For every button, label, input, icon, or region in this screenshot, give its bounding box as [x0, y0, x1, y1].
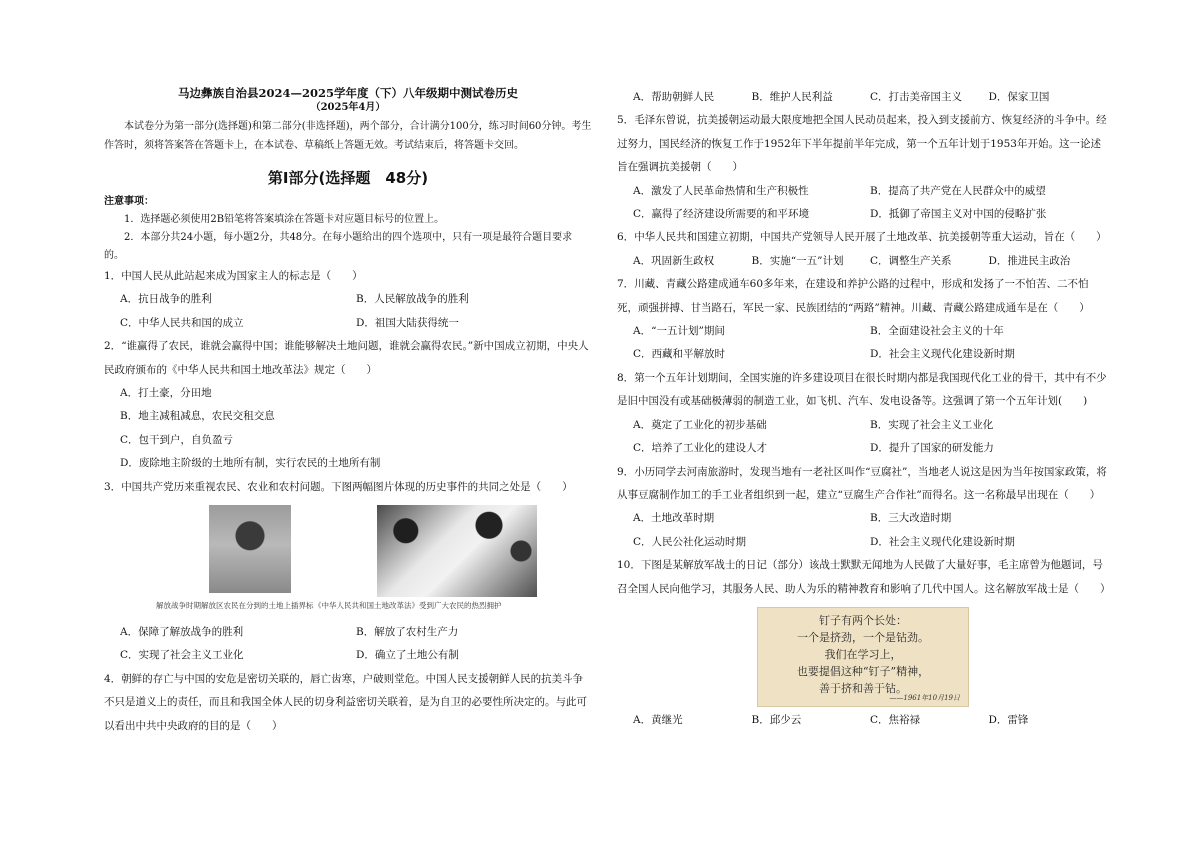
- question-5: [617, 109, 1107, 179]
- right-column: [617, 86, 1111, 732]
- left-column: [104, 86, 592, 738]
- option-a: A．巩固新生政权: [633, 254, 715, 267]
- option-b: B．邱少云: [751, 713, 802, 726]
- option-c: C．调整生产关系: [870, 254, 952, 267]
- question-stem: 毛泽东曾说，抗美援朝运动最大限度地把全国人民动员起来，投入到支援前方、恢复经济的斗争中。经过努力，国民经济的恢复工作于1952年下半年提前半年完成，第一个五年计划于1953年开始。这一论述旨在强调抗美援朝（ ）: [617, 114, 1107, 174]
- option-d: D．社会主义现代化建设新时期: [870, 535, 1015, 548]
- option-a: A．保障了解放战争的胜利: [120, 626, 244, 639]
- notice-item: 1．选择题必须使用2B铅笔将答案填涂在答题卡对应题目标号的位置上。: [124, 214, 445, 225]
- option-c: C．人民公社化运动时期: [633, 535, 747, 548]
- question-number: 10．: [617, 559, 641, 572]
- part1-title: 第Ⅰ部分(选择题 48分): [267, 169, 429, 187]
- option-d: D．保家卫国: [988, 91, 1050, 103]
- diary-excerpt-image: [757, 607, 969, 707]
- option-c: C．西藏和平解放时: [633, 348, 726, 361]
- question-stem: “谁赢得了农民，谁就会赢得中国；谁能够解决土地问题，谁就会赢得农民。”新中国成立初期，中央人民政府颁布的《中华人民共和国土地改革法》规定（ ）: [104, 340, 589, 376]
- option-d: D．抵御了帝国主义对中国的侵略扩张: [870, 208, 1047, 221]
- option-a: A．奠定了工业化的初步基础: [633, 418, 767, 431]
- option-d: D．废除地主阶级的土地所有制，实行农民的土地所有制: [120, 457, 381, 470]
- question-number: 2．: [104, 340, 122, 353]
- question-number: 8．: [617, 371, 635, 384]
- question-3-options: [104, 621, 592, 668]
- photo-caption: 《中华人民共和国土地改革法》受到广大农民的热烈拥护: [314, 601, 502, 611]
- option-b: B．三大改造时期: [870, 512, 952, 525]
- option-b: B．解放了农村生产力: [356, 626, 459, 639]
- question-2: [104, 335, 592, 382]
- option-c: C．中华人民共和国的成立: [120, 316, 244, 329]
- option-b: B．实施“一五”计划: [751, 254, 844, 267]
- question-8: [617, 367, 1107, 414]
- option-d: D．推进民主政治: [988, 254, 1071, 267]
- option-d: D．社会主义现代化建设新时期: [870, 348, 1015, 361]
- question-7-options: [617, 320, 1107, 367]
- diary-line: 一个是挤劲，一个是钻劲。: [797, 630, 929, 644]
- question-number: 7．: [617, 278, 635, 291]
- question-number: 4．: [104, 672, 122, 685]
- notice-heading: 注意事项：: [104, 196, 154, 207]
- option-c: C．培养了工业化的建设人才: [633, 442, 768, 455]
- option-b: B．地主减租减息，农民交租交息: [120, 410, 275, 423]
- exam-intro: 本试卷分为第一部分(选择题)和第二部分(非选择题)，两个部分，合计满分100分，练习时间60分钟。考生作答时，须将答案答在答题卡上，在本试卷、草稿纸上答题无效。考试结束后，将答题卡交回。: [104, 121, 592, 151]
- option-d: D．雷锋: [988, 713, 1029, 726]
- question-stem: 第一个五年计划期间，全国实施的许多建设项目在很长时期内都是我国现代化工业的骨干，其中有不少是旧中国没有或基础极薄弱的制造工业，如飞机、汽车、发电设备等。这强调了第一个五年计划( ): [617, 371, 1107, 408]
- option-a: A．激发了人民革命热情和生产积极性: [633, 184, 809, 197]
- option-a: A．土地改革时期: [633, 512, 715, 525]
- diary-line: 善于挤和善于钻。: [819, 681, 907, 695]
- question-10-options: [617, 709, 1107, 732]
- question-stem: 川藏、青藏公路建成通车60多年来，在建设和养护公路的过程中，形成和发扬了一不怕苦、二不怕死，顽强拼搏、甘当路石，军民一家、民族团结的“两路”精神。川藏、青藏公路建成通车是在（ ）: [617, 278, 1090, 314]
- question-stem: 中华人民共和国建立初期，中国共产党领导人民开展了土地改革、抗美援朝等重大运动，旨在（ ）: [634, 231, 1107, 244]
- question-3-images: [104, 503, 592, 621]
- option-a: A．“一五计划”期间: [633, 325, 725, 338]
- question-number: 6．: [617, 231, 635, 244]
- question-stem: 中国共产党历来重视农民、农业和农村问题。下图两幅图片体现的历史事件的共同之处是（ ）: [121, 480, 573, 493]
- question-1: [104, 265, 592, 288]
- option-a: A．打土豪，分田地: [120, 387, 212, 400]
- question-3: [104, 476, 592, 499]
- question-number: 9．: [617, 465, 635, 478]
- option-a: A．黄继光: [633, 713, 683, 726]
- question-9: [617, 461, 1107, 508]
- question-6: [617, 226, 1107, 249]
- question-number: 5．: [617, 114, 635, 127]
- question-stem: 朝鲜的存亡与中国的安危是密切关联的，唇亡齿寒，户破则堂危。中国人民支援朝鲜人民的抗美斗争不只是道义上的责任，而且和我国全体人民的切身利益密切关联着，是为自卫的必要性所决定的。与此可以看出中共中央政府的目的是（ ）: [104, 672, 587, 732]
- question-stem: 中国人民从此站起来成为国家主人的标志是（ ）: [121, 270, 363, 282]
- farmer-boundary-photo: [209, 505, 291, 593]
- diary-line: 也要提倡这种“钉子”精神，: [796, 664, 930, 678]
- option-d: D．提升了国家的研发能力: [870, 442, 994, 455]
- option-c: C．焦裕禄: [870, 713, 921, 726]
- option-c: C．赢得了经济建设所需要的和平环境: [633, 208, 810, 221]
- option-b: B．人民解放战争的胜利: [356, 293, 469, 306]
- option-c: C．打击美帝国主义: [870, 91, 963, 103]
- option-b: B．提高了共产党在人民群众中的威望: [870, 184, 1046, 197]
- exam-title: 马边彝族自治县2024—2025学年度（下）八年级期中测试卷历史: [177, 86, 518, 100]
- question-number: 1．: [104, 270, 122, 282]
- question-stem: 小历同学去河南旅游时，发现当地有一老社区叫作“豆腐社”，当地老人说这是因为当年按国家政策，将从事豆腐制作加工的手工业者组织到一起，建立“豆腐生产合作社”而得名。这一名称最早出现在（ ）: [617, 465, 1107, 501]
- option-d: D．祖国大陆获得统一: [356, 316, 459, 329]
- land-reform-law-photo: [377, 505, 537, 597]
- question-5-options: [617, 180, 1107, 227]
- question-7: [617, 273, 1107, 320]
- question-1-options: [104, 288, 592, 335]
- option-d: D．确立了土地公有制: [356, 649, 459, 662]
- exam-date: （2025年4月）: [310, 102, 386, 113]
- question-8-options: [617, 414, 1107, 461]
- option-c: C．包干到户，自负盈亏: [120, 433, 234, 446]
- question-6-options: [617, 250, 1107, 273]
- question-10: [617, 554, 1111, 601]
- option-a: A．抗日战争的胜利: [120, 293, 212, 306]
- diary-line: 钉子有两个长处：: [819, 613, 907, 627]
- option-b: B．维护人民利益: [751, 91, 833, 103]
- option-a: A．帮助朝鲜人民: [633, 91, 715, 103]
- notice-item: 2．本部分共24小题，每小题2分，共48分。在每小题给出的四个选项中，只有一项是最符合题目要求的。: [104, 232, 573, 261]
- question-4-options: [617, 86, 1107, 109]
- diary-date: ——1961年10月19日: [889, 693, 960, 702]
- question-9-options: [617, 507, 1107, 554]
- diary-line: 我们在学习上，: [824, 647, 902, 661]
- option-b: B．全面建设社会主义的十年: [870, 325, 1004, 338]
- question-number: 3．: [104, 480, 122, 493]
- question-4: [104, 668, 592, 738]
- question-stem: 下图是某解放军战士的日记（部分）该战士默默无闻地为人民做了大量好事，毛主席曾为他题词，号召全国人民向他学习，其服务人民、助人为乐的精神教育和影响了几代中国人。这名解放军战士是（ ）: [617, 559, 1111, 595]
- photo-caption: 解放战争时期解放区农民在分到的土地上插界标: [156, 601, 314, 611]
- option-c: C．实现了社会主义工业化: [120, 649, 244, 662]
- option-b: B．实现了社会主义工业化: [870, 418, 994, 431]
